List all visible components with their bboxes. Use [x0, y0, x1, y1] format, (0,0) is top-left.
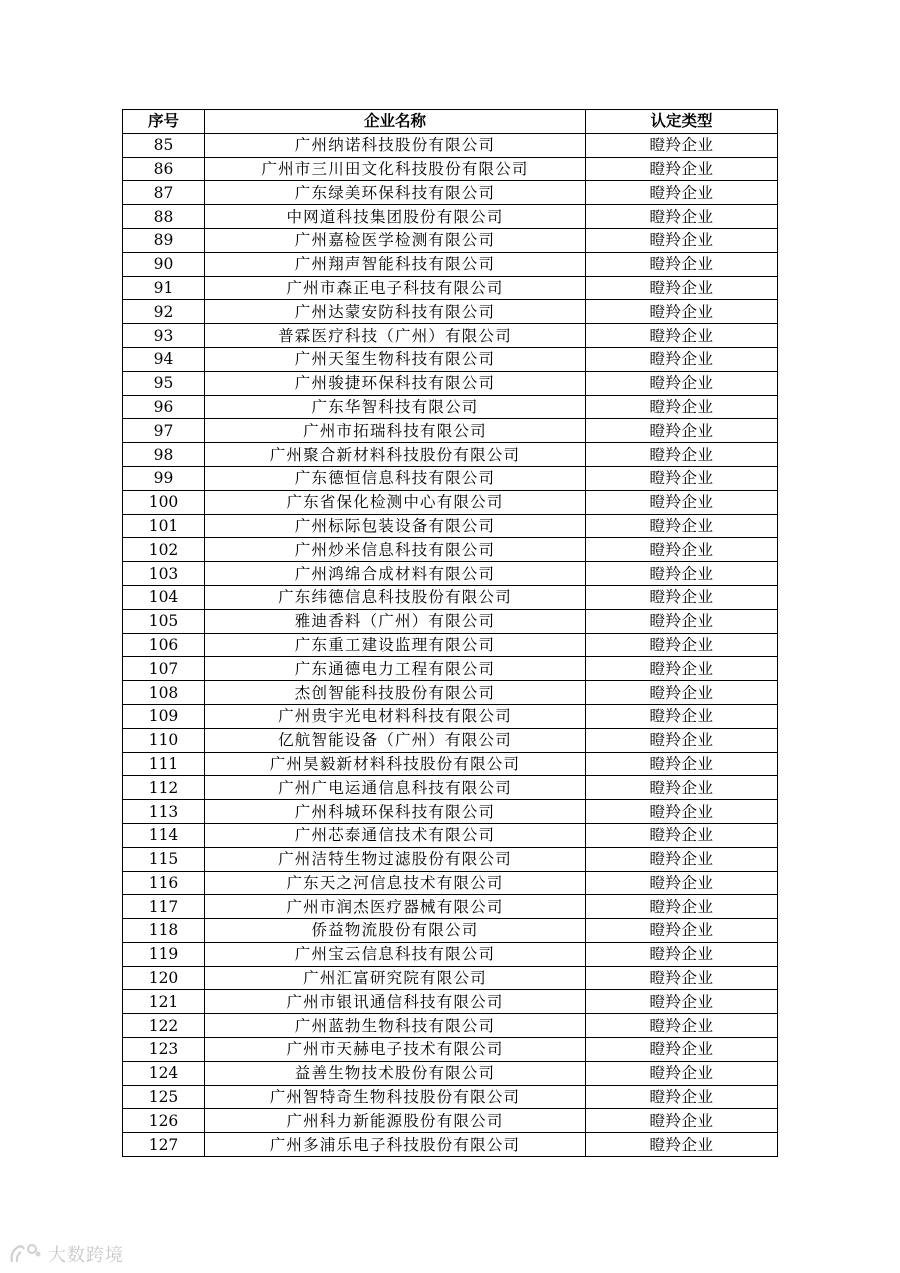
- certification-type: 瞪羚企业: [586, 895, 778, 919]
- row-index: 94: [123, 347, 205, 371]
- certification-type: 瞪羚企业: [586, 990, 778, 1014]
- certification-type: 瞪羚企业: [586, 585, 778, 609]
- certification-type: 瞪羚企业: [586, 942, 778, 966]
- company-name: 广州蓝勃生物科技有限公司: [205, 1014, 586, 1038]
- certification-type: 瞪羚企业: [586, 919, 778, 943]
- brand-logo-icon: [8, 1242, 42, 1266]
- certification-type: 瞪羚企业: [586, 752, 778, 776]
- row-index: 89: [123, 228, 205, 252]
- company-name: 广东天之河信息技术有限公司: [205, 871, 586, 895]
- company-name: 广州市润杰医疗器械有限公司: [205, 895, 586, 919]
- company-name: 广州市天赫电子技术有限公司: [205, 1038, 586, 1062]
- certification-type: 瞪羚企业: [586, 157, 778, 181]
- company-name: 广州贵宇光电材料科技有限公司: [205, 704, 586, 728]
- table-row: [123, 347, 778, 371]
- watermark-text: 大数跨境: [48, 1245, 124, 1266]
- table-row: [123, 776, 778, 800]
- row-index: 100: [123, 490, 205, 514]
- table-row: [123, 728, 778, 752]
- certification-type: 瞪羚企业: [586, 466, 778, 490]
- company-name: 广州翔声智能科技有限公司: [205, 252, 586, 276]
- table-row: [123, 181, 778, 205]
- company-name: 广州智特奇生物科技股份有限公司: [205, 1085, 586, 1109]
- certification-type: 瞪羚企业: [586, 395, 778, 419]
- company-name: 广州市拓瑞科技有限公司: [205, 419, 586, 443]
- row-index: 113: [123, 800, 205, 824]
- company-name: 广州芯泰通信技术有限公司: [205, 823, 586, 847]
- table-row: [123, 538, 778, 562]
- certification-type: 瞪羚企业: [586, 1085, 778, 1109]
- row-index: 108: [123, 681, 205, 705]
- company-name: 侨益物流股份有限公司: [205, 919, 586, 943]
- company-name: 普霖医疗科技（广州）有限公司: [205, 324, 586, 348]
- header-company-name: 企业名称: [205, 110, 586, 134]
- company-name: 广州标际包装设备有限公司: [205, 514, 586, 538]
- company-name: 亿航智能设备（广州）有限公司: [205, 728, 586, 752]
- row-index: 119: [123, 942, 205, 966]
- table-row: [123, 752, 778, 776]
- row-index: 101: [123, 514, 205, 538]
- row-index: 98: [123, 443, 205, 467]
- certification-type: 瞪羚企业: [586, 728, 778, 752]
- row-index: 106: [123, 633, 205, 657]
- certification-type: 瞪羚企业: [586, 228, 778, 252]
- row-index: 118: [123, 919, 205, 943]
- table-row: [123, 562, 778, 586]
- table-row: [123, 1133, 778, 1157]
- row-index: 107: [123, 657, 205, 681]
- row-index: 116: [123, 871, 205, 895]
- company-name: 广州洁特生物过滤股份有限公司: [205, 847, 586, 871]
- company-name: 广州多浦乐电子科技股份有限公司: [205, 1133, 586, 1157]
- table-row: [123, 919, 778, 943]
- company-name: 广州骏捷环保科技有限公司: [205, 371, 586, 395]
- certification-type: 瞪羚企业: [586, 538, 778, 562]
- table-row: [123, 633, 778, 657]
- certification-type: 瞪羚企业: [586, 276, 778, 300]
- table-row: [123, 871, 778, 895]
- table-row: [123, 324, 778, 348]
- table-row: [123, 252, 778, 276]
- certification-type: 瞪羚企业: [586, 1014, 778, 1038]
- row-index: 103: [123, 562, 205, 586]
- row-index: 109: [123, 704, 205, 728]
- row-index: 120: [123, 966, 205, 990]
- certification-type: 瞪羚企业: [586, 800, 778, 824]
- certification-type: 瞪羚企业: [586, 704, 778, 728]
- table-row: [123, 1109, 778, 1133]
- certification-type: 瞪羚企业: [586, 871, 778, 895]
- certification-type: 瞪羚企业: [586, 823, 778, 847]
- row-index: 97: [123, 419, 205, 443]
- row-index: 96: [123, 395, 205, 419]
- table-row: [123, 585, 778, 609]
- row-index: 125: [123, 1085, 205, 1109]
- certification-type: 瞪羚企业: [586, 966, 778, 990]
- row-index: 102: [123, 538, 205, 562]
- company-name: 广东重工建设监理有限公司: [205, 633, 586, 657]
- company-name: 广州鸿绵合成材料有限公司: [205, 562, 586, 586]
- header-index: 序号: [123, 110, 205, 134]
- certification-type: 瞪羚企业: [586, 443, 778, 467]
- table-row: [123, 419, 778, 443]
- company-name: 广州市森正电子科技有限公司: [205, 276, 586, 300]
- table-row: [123, 966, 778, 990]
- company-name: 广州宝云信息科技有限公司: [205, 942, 586, 966]
- certification-type: 瞪羚企业: [586, 1038, 778, 1062]
- company-name: 广东绿美环保科技有限公司: [205, 181, 586, 205]
- company-name: 广州达蒙安防科技有限公司: [205, 300, 586, 324]
- row-index: 105: [123, 609, 205, 633]
- company-name: 广州炒米信息科技有限公司: [205, 538, 586, 562]
- row-index: 104: [123, 585, 205, 609]
- table-row: [123, 895, 778, 919]
- table-row: [123, 847, 778, 871]
- certification-type: 瞪羚企业: [586, 371, 778, 395]
- company-name: 广州科城环保科技有限公司: [205, 800, 586, 824]
- row-index: 117: [123, 895, 205, 919]
- row-index: 87: [123, 181, 205, 205]
- row-index: 91: [123, 276, 205, 300]
- row-index: 114: [123, 823, 205, 847]
- row-index: 115: [123, 847, 205, 871]
- certification-type: 瞪羚企业: [586, 300, 778, 324]
- certification-type: 瞪羚企业: [586, 252, 778, 276]
- table-row: [123, 1085, 778, 1109]
- certification-type: 瞪羚企业: [586, 347, 778, 371]
- company-name: 广东通德电力工程有限公司: [205, 657, 586, 681]
- company-name: 广州市三川田文化科技股份有限公司: [205, 157, 586, 181]
- row-index: 123: [123, 1038, 205, 1062]
- table-row: [123, 823, 778, 847]
- certification-type: 瞪羚企业: [586, 1133, 778, 1157]
- table-row: [123, 395, 778, 419]
- certification-type: 瞪羚企业: [586, 609, 778, 633]
- company-name: 广州汇富研究院有限公司: [205, 966, 586, 990]
- row-index: 111: [123, 752, 205, 776]
- row-index: 127: [123, 1133, 205, 1157]
- certification-type: 瞪羚企业: [586, 633, 778, 657]
- company-name: 广州科力新能源股份有限公司: [205, 1109, 586, 1133]
- certification-type: 瞪羚企业: [586, 490, 778, 514]
- company-name: 广州嘉检医学检测有限公司: [205, 228, 586, 252]
- certification-type: 瞪羚企业: [586, 1061, 778, 1085]
- company-name: 广东省保化检测中心有限公司: [205, 490, 586, 514]
- company-name: 广州纳诺科技股份有限公司: [205, 133, 586, 157]
- header-row: [123, 110, 778, 134]
- certification-type: 瞪羚企业: [586, 205, 778, 229]
- watermark: [8, 1240, 124, 1268]
- certification-type: 瞪羚企业: [586, 776, 778, 800]
- row-index: 95: [123, 371, 205, 395]
- table-body: [123, 133, 778, 1156]
- certification-type: 瞪羚企业: [586, 562, 778, 586]
- row-index: 85: [123, 133, 205, 157]
- table-row: [123, 704, 778, 728]
- company-name: 广东德恒信息科技有限公司: [205, 466, 586, 490]
- row-index: 86: [123, 157, 205, 181]
- company-name: 广州天玺生物科技有限公司: [205, 347, 586, 371]
- table-row: [123, 157, 778, 181]
- company-name: 杰创智能科技股份有限公司: [205, 681, 586, 705]
- table-row: [123, 133, 778, 157]
- certification-type: 瞪羚企业: [586, 514, 778, 538]
- table-header: [123, 110, 778, 134]
- table-row: [123, 990, 778, 1014]
- table-row: [123, 800, 778, 824]
- table-row: [123, 1038, 778, 1062]
- row-index: 90: [123, 252, 205, 276]
- table-row: [123, 228, 778, 252]
- table-row: [123, 371, 778, 395]
- company-name: 益善生物技术股份有限公司: [205, 1061, 586, 1085]
- row-index: 88: [123, 205, 205, 229]
- certification-type: 瞪羚企业: [586, 133, 778, 157]
- certification-type: 瞪羚企业: [586, 324, 778, 348]
- table-row: [123, 1014, 778, 1038]
- certification-type: 瞪羚企业: [586, 681, 778, 705]
- table-row: [123, 443, 778, 467]
- row-index: 121: [123, 990, 205, 1014]
- row-index: 124: [123, 1061, 205, 1085]
- enterprise-table: [122, 109, 778, 1157]
- company-name: 广州市银讯通信科技有限公司: [205, 990, 586, 1014]
- row-index: 110: [123, 728, 205, 752]
- table-row: [123, 1061, 778, 1085]
- table-row: [123, 514, 778, 538]
- table-row: [123, 681, 778, 705]
- company-name: 广州聚合新材料科技股份有限公司: [205, 443, 586, 467]
- row-index: 112: [123, 776, 205, 800]
- table-row: [123, 276, 778, 300]
- row-index: 93: [123, 324, 205, 348]
- row-index: 122: [123, 1014, 205, 1038]
- certification-type: 瞪羚企业: [586, 181, 778, 205]
- row-index: 126: [123, 1109, 205, 1133]
- company-name: 广州广电运通信息科技有限公司: [205, 776, 586, 800]
- certification-type: 瞪羚企业: [586, 419, 778, 443]
- certification-type: 瞪羚企业: [586, 1109, 778, 1133]
- table-row: [123, 490, 778, 514]
- company-name: 广东华智科技有限公司: [205, 395, 586, 419]
- table-row: [123, 205, 778, 229]
- company-name: 中网道科技集团股份有限公司: [205, 205, 586, 229]
- header-certification-type: 认定类型: [586, 110, 778, 134]
- table-row: [123, 657, 778, 681]
- certification-type: 瞪羚企业: [586, 657, 778, 681]
- row-index: 92: [123, 300, 205, 324]
- company-name: 雅迪香料（广州）有限公司: [205, 609, 586, 633]
- company-name: 广东纬德信息科技股份有限公司: [205, 585, 586, 609]
- company-name: 广州昊毅新材料科技股份有限公司: [205, 752, 586, 776]
- table-row: [123, 300, 778, 324]
- row-index: 99: [123, 466, 205, 490]
- certification-type: 瞪羚企业: [586, 847, 778, 871]
- table-row: [123, 942, 778, 966]
- table-row: [123, 609, 778, 633]
- table-row: [123, 466, 778, 490]
